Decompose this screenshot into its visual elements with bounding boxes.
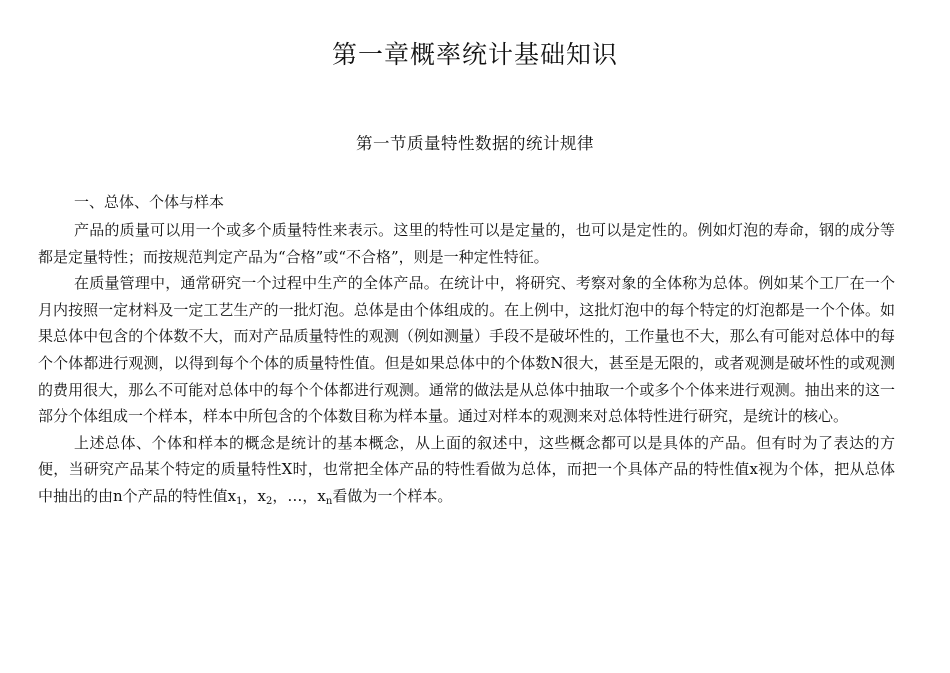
body-text: [38, 217, 895, 510]
paragraph-1: 产品的质量可以用一个或多个质量特性来表示。这里的特性可以是定量的，也可以是定性的。例如灯泡的寿命，钢的成分等都是定量特性；而按规范判定产品为“合格”或“不合格”，则是一种定性特征。: [38, 221, 895, 266]
xn-variable: $x_n$: [317, 486, 333, 507]
section-title: 第一节质量特性数据的统计规律: [356, 134, 594, 153]
paragraph-3-tail: 看做为一个样本。: [332, 486, 453, 505]
chapter-title: 第一章概率统计基础知识: [331, 40, 618, 69]
subsection-heading: 一、总体、个体与样本: [74, 193, 225, 211]
paragraph-3: [38, 430, 895, 510]
x2-variable: $x_2$: [257, 486, 273, 507]
paragraph-3-text: 上述总体、个体和样本的概念是统计的基本概念，从上面的叙述中，这些概念都可以是具体的产品。但有时为了表达的方便，当研究产品某个特定的质量特性X时，也常把全体产品的特性看做为总体，而把一个具体产品的特性值x视为个体，把从总体中抽出的由n个产品的特性值: [38, 433, 895, 505]
x1-variable: $x_1$: [227, 486, 243, 507]
separator: ，: [242, 486, 258, 505]
ellipsis-separator: ，…，: [272, 486, 318, 505]
paragraph-2: 在质量管理中，通常研究一个过程中生产的全体产品。在统计中，将研究、考察对象的全体称为总体。例如某个工厂在一个月内按照一定材料及一定工艺生产的一批灯泡。总体是由个体组成的。在上例中，这批灯泡中的每个特定的灯泡都是一个个体。如果总体中包含的个体数不大，而对产品质量特性的观测（例如测量）手段不是破坏性的，工作量也不大，那么有可能对总体中的每个个体都进行观测，以得到每个个体的质量特性值。但是如果总体中的个体数N很大，甚至是无限的，或者观测是破坏性的或观测的费用很大，那么不可能对总体中的每个个体都进行观测。通常的做法是从总体中抽取一个或多个个体来进行观测。抽出来的这一部分个体组成一个样本，样本中所包含的个体数目称为样本量。通过对样本的观测来对总体特性进行研究，是统计的核心。: [38, 274, 895, 426]
